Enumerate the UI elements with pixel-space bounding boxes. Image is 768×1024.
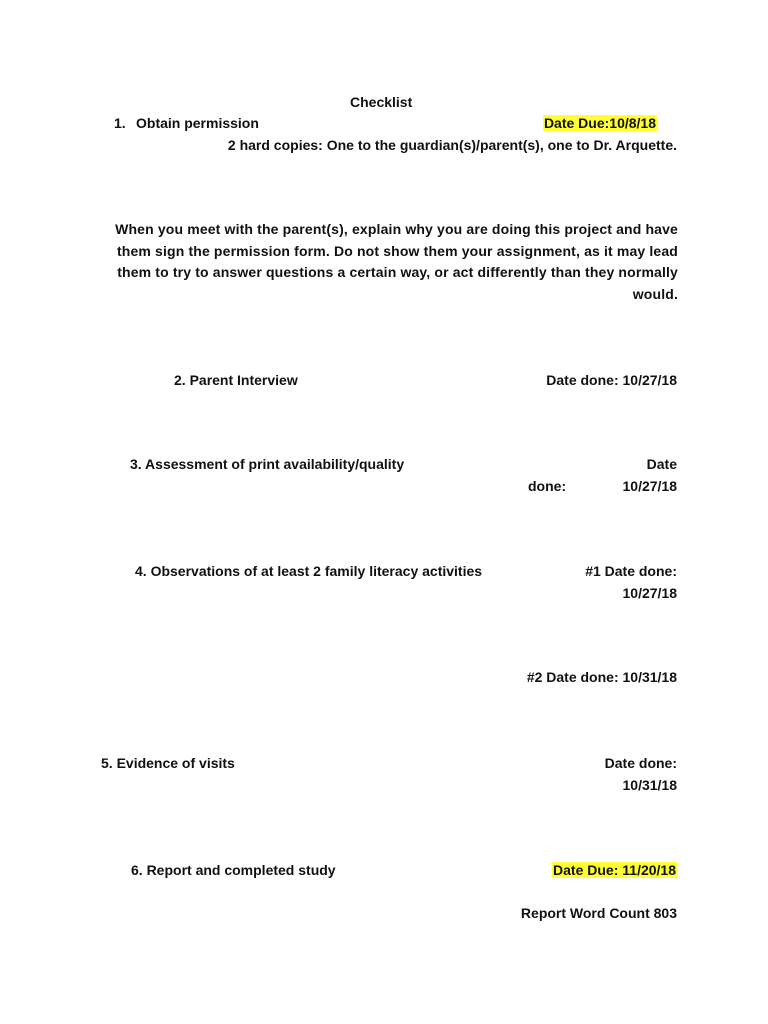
item-1-number: 1.	[114, 115, 126, 131]
report-word-count: Report Word Count 803	[520, 905, 677, 921]
item-1-note: 2 hard copies: One to the guardian(s)/parent(s), one to Dr. Arquette.	[227, 137, 677, 153]
item-5-label: 5. Evidence of visits	[101, 755, 235, 771]
item-3-date-word: Date	[646, 456, 677, 472]
item-4-first-date-label: #1 Date done:	[585, 563, 677, 579]
item-2-date-done: Date done: 10/27/18	[546, 372, 677, 388]
item-1-date-due	[543, 114, 657, 132]
item-6-date-due	[552, 861, 677, 879]
item-4-first-date-value: 10/27/18	[622, 585, 677, 601]
item-3-done-word: done:	[528, 478, 567, 494]
item-4-second-date: #2 Date done: 10/31/18	[526, 669, 677, 685]
item-6-label: 6. Report and completed study	[131, 862, 336, 878]
item-1-date-due-highlight: Date Due:10/8/18	[543, 115, 656, 131]
item-4-label: 4. Observations of at least 2 family literacy activities	[135, 563, 483, 579]
page-title: Checklist	[350, 94, 413, 110]
item-3-date-value: 10/27/18	[622, 478, 677, 494]
item-3-label: 3. Assessment of print availability/quality	[130, 456, 405, 472]
item-6-date-due-highlight: Date Due: 11/20/18	[553, 862, 676, 878]
item-2-label: 2. Parent Interview	[174, 372, 298, 388]
item-1-paragraph: When you meet with the parent(s), explain why you are doing this project and have them sign the permission form. Do not show them your assignment, as it may lead them to try to answer questions a certain way, or act differently than they normally would.	[115, 221, 678, 302]
item-5-date-label: Date done:	[604, 755, 677, 771]
item-1-label: Obtain permission	[136, 115, 259, 131]
item-5-date-value: 10/31/18	[622, 777, 677, 793]
